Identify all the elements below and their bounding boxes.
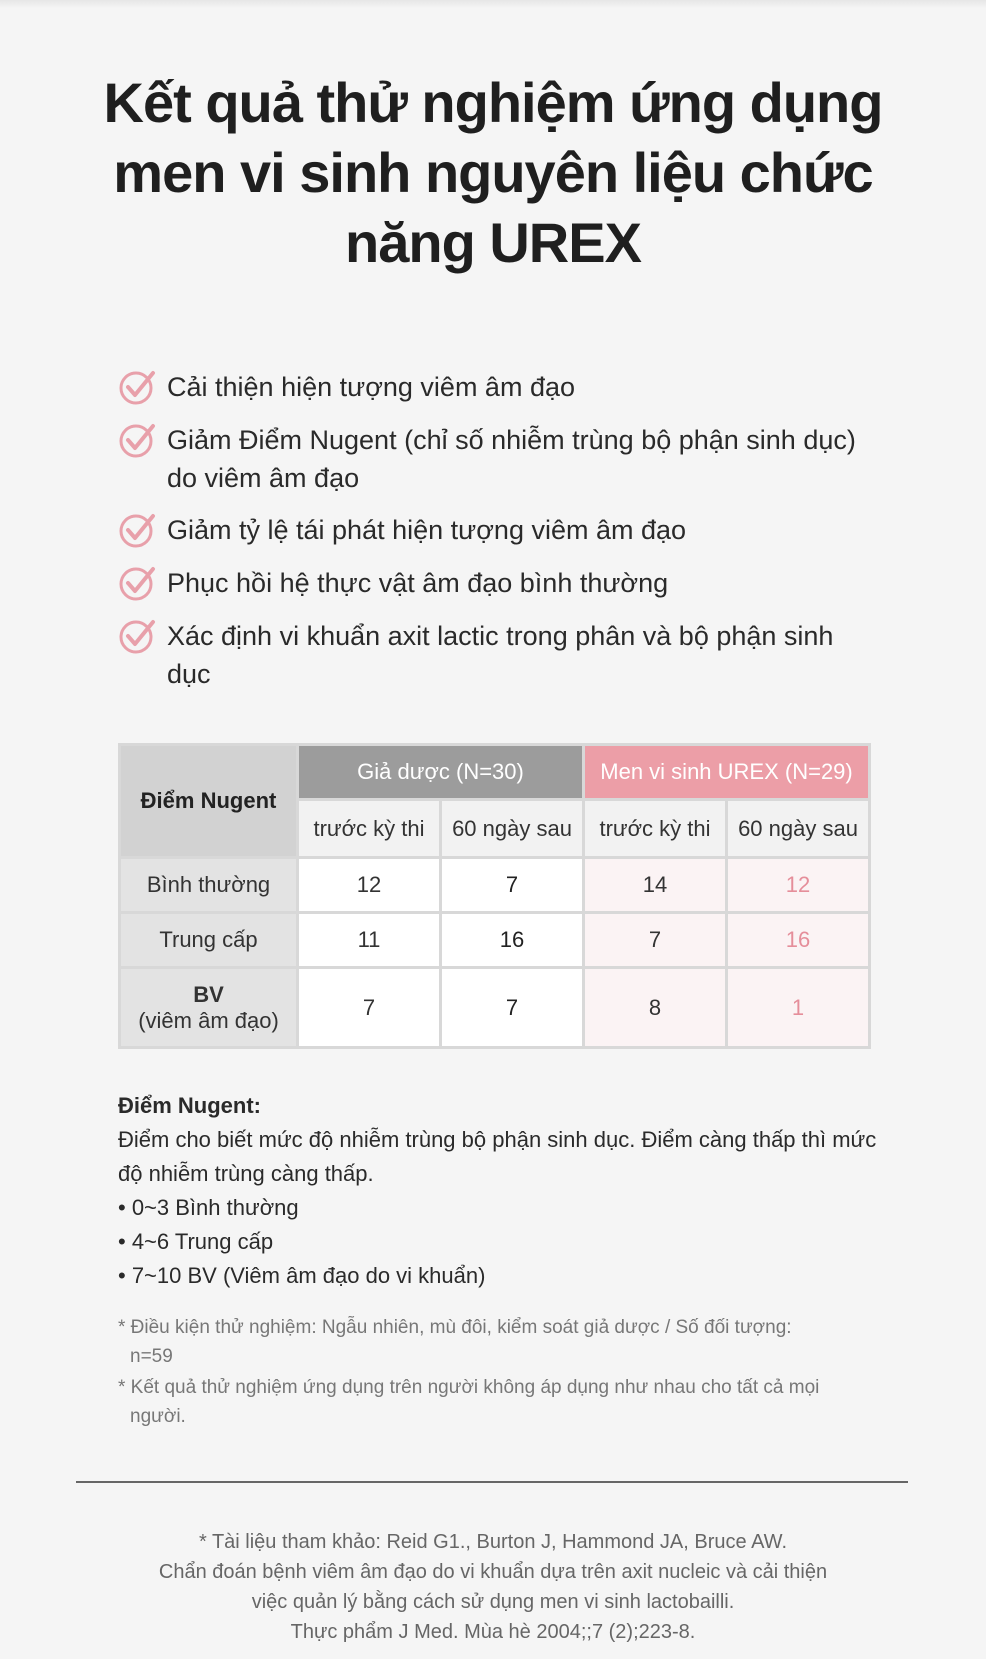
- reference-line: việc quản lý bằng cách sử dụng men vi sinh lactobailli.: [251, 1591, 735, 1613]
- row-label-line: BV: [193, 981, 224, 1007]
- table-row: [120, 913, 870, 968]
- column-header: trước kỳ thi: [584, 800, 727, 858]
- table-cell: 14: [584, 858, 727, 913]
- notes-item: • 0~3 Bình thường: [118, 1195, 299, 1220]
- feature-item: [117, 564, 877, 603]
- notes-item: • 4~6 Trung cấp: [118, 1229, 274, 1254]
- nugent-score-table: [118, 743, 871, 1049]
- feature-text: Giảm tỷ lệ tái phát hiện tượng viêm âm đạo: [167, 515, 687, 545]
- check-circle-icon: [117, 510, 157, 550]
- row-label: Trung cấp: [120, 913, 298, 968]
- row-label: [120, 968, 298, 1048]
- table-row: [120, 858, 870, 913]
- check-circle-icon: [117, 367, 157, 407]
- feature-text: Phục hồi hệ thực vật âm đạo bình thường: [167, 568, 669, 598]
- table-cell: 16: [441, 913, 584, 968]
- table-cell: 7: [441, 968, 584, 1048]
- nugent-notes: [118, 1089, 878, 1293]
- table-row: [120, 968, 870, 1048]
- check-circle-icon: [117, 563, 157, 603]
- fine-print-line: * Kết quả thử nghiệm ứng dụng trên người không áp dụng như nhau cho tất cả mọi người.: [118, 1377, 820, 1427]
- table-row-header: Điểm Nugent: [120, 745, 298, 858]
- feature-item: [117, 617, 877, 693]
- feature-item: [117, 368, 877, 407]
- top-bar: [0, 0, 986, 8]
- feature-text: Xác định vi khuẩn axit lactic trong phân và bộ phận sinh dục: [167, 621, 834, 689]
- notes-title: Điểm Nugent:: [118, 1093, 261, 1118]
- feature-item: [117, 511, 877, 550]
- table-cell: 7: [584, 913, 727, 968]
- table-cell: 16: [727, 913, 870, 968]
- check-circle-icon: [117, 616, 157, 656]
- page-title: Kết quả thử nghiệm ứng dụng men vi sinh nguyên liệu chức năng UREX: [103, 71, 883, 274]
- reference-line: Chẩn đoán bệnh viêm âm đạo do vi khuẩn dựa trên axit nucleic và cải thiện: [158, 1561, 828, 1583]
- table-cell: 7: [441, 858, 584, 913]
- row-label: Bình thường: [120, 858, 298, 913]
- reference-line: * Tài liệu tham khảo: Reid G1., Burton J, Hammond JA, Bruce AW.: [198, 1531, 788, 1553]
- feature-list: [117, 368, 877, 693]
- column-header: trước kỳ thi: [298, 800, 441, 858]
- divider: [76, 1481, 908, 1483]
- table-cell: 12: [727, 858, 870, 913]
- notes-item: • 7~10 BV (Viêm âm đạo do vi khuẩn): [118, 1263, 486, 1288]
- feature-text: Cải thiện hiện tượng viêm âm đạo: [167, 372, 575, 402]
- table-cell: 1: [727, 968, 870, 1048]
- table-cell: 7: [298, 968, 441, 1048]
- notes-description: Điểm cho biết mức độ nhiễm trùng bộ phận sinh dục. Điểm càng thấp thì mức độ nhiễm trùng càng thấp.: [118, 1127, 877, 1186]
- fine-print: [118, 1313, 838, 1431]
- urex-group-header: Men vi sinh UREX (N=29): [584, 745, 870, 800]
- check-circle-icon: [117, 420, 157, 460]
- placebo-group-header: Giả dược (N=30): [298, 745, 584, 800]
- reference-line: Thực phẩm J Med. Mùa hè 2004;;7 (2);223-8.: [290, 1621, 696, 1643]
- column-header: 60 ngày sau: [727, 800, 870, 858]
- feature-text: Giảm Điểm Nugent (chỉ số nhiễm trùng bộ phận sinh dục) do viêm âm đạo: [167, 425, 856, 493]
- table-cell: 12: [298, 858, 441, 913]
- reference: [60, 1527, 926, 1647]
- table-cell: 8: [584, 968, 727, 1048]
- column-header: 60 ngày sau: [441, 800, 584, 858]
- row-label-line: (viêm âm đạo): [138, 1007, 279, 1033]
- fine-print-line: * Điều kiện thử nghiệm: Ngẫu nhiên, mù đôi, kiểm soát giả dược / Số đối tượng: n=59: [118, 1317, 792, 1367]
- feature-item: [117, 421, 877, 497]
- table-cell: 11: [298, 913, 441, 968]
